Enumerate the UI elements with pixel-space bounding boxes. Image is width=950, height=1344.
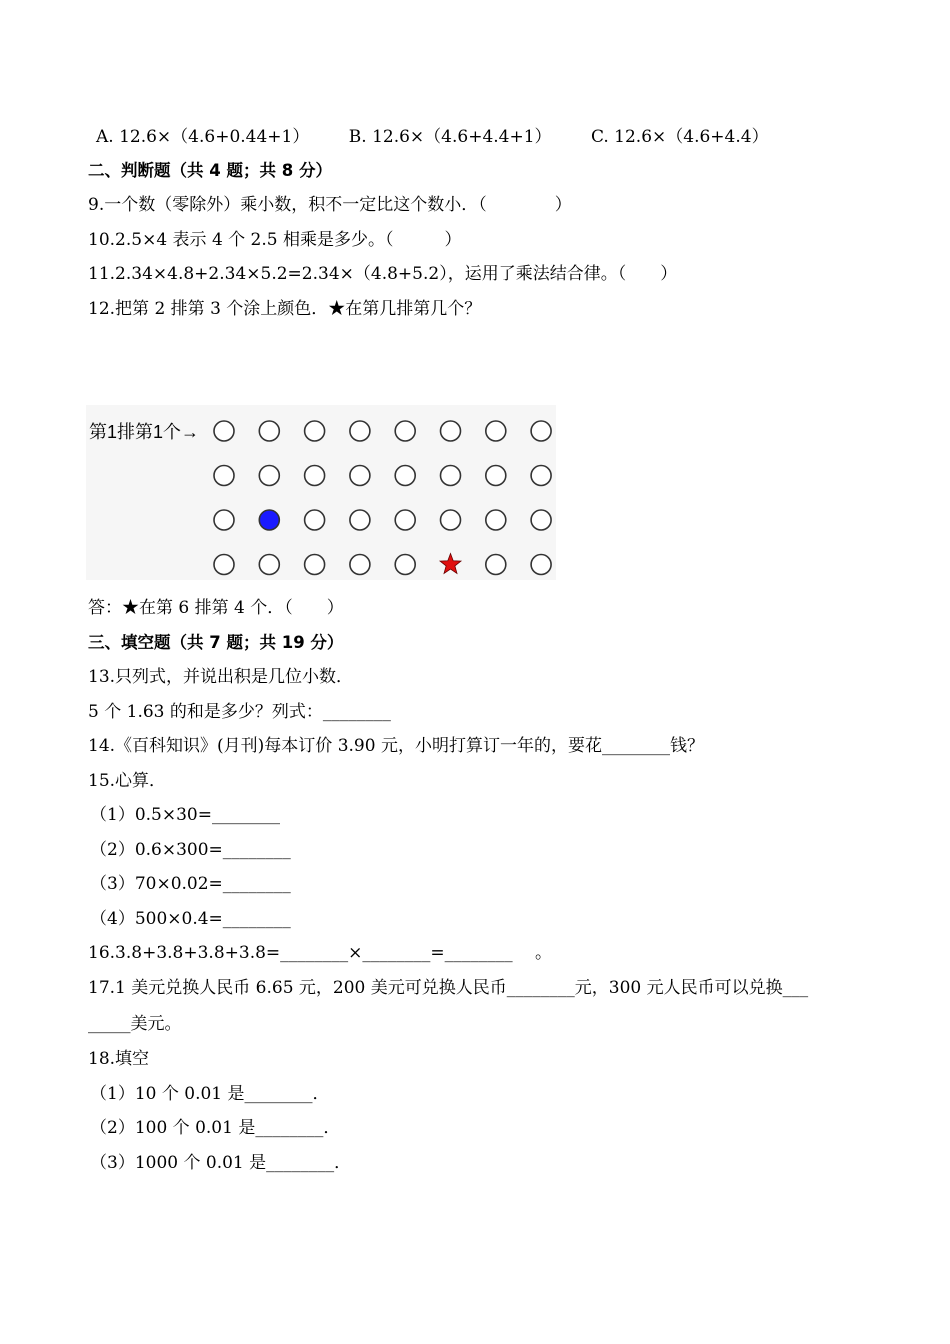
question-17-line-1: 17.1 美元兑换人民币 6.65 元，200 美元可兑换人民币________元，300 元人民币可以兑换___ (88, 978, 809, 998)
seat-circle (395, 421, 415, 441)
seat-circle (531, 510, 551, 530)
seat-circle (531, 421, 551, 441)
seat-circle (486, 510, 506, 530)
q15-item-3: （3）70×0.02=________ (90, 874, 291, 894)
q15-item-4: （4）500×0.4=________ (90, 909, 291, 929)
seat-circle (305, 510, 325, 530)
question-11: 11.2.34×4.8+2.34×5.2=2.34×（4.8+5.2），运用了乘法结合律。（ ） (88, 264, 678, 284)
seat-circle (441, 421, 461, 441)
seat-circle (305, 555, 325, 575)
question-18: 18.填空 (88, 1049, 150, 1069)
seat-circle (486, 466, 506, 486)
section2-title: 二、判断题（共 4 题；共 8 分） (88, 161, 332, 180)
q18-item-2: （2）100 个 0.01 是________． (90, 1118, 341, 1138)
question-12: 12.把第 2 排第 3 个涂上颜色．★在第几排第几个？ (88, 299, 482, 319)
seat-circle (441, 510, 461, 530)
seat-grid-svg (86, 405, 556, 580)
seat-circle (305, 421, 325, 441)
seat-circle (214, 555, 234, 575)
question-16: 16.3.8+3.8+3.8+3.8=________×________=________ 。 (88, 943, 553, 963)
seat-circle (395, 555, 415, 575)
seat-circle (531, 555, 551, 575)
seat-grid-figure (86, 405, 556, 580)
seat-circle (214, 421, 234, 441)
seat-circle (214, 466, 234, 486)
question-12-answer: 答：★在第 6 排第 4 个．（ ） (88, 598, 344, 618)
option-a[interactable]: A. 12.6×（4.6+0.44+1） (96, 127, 310, 147)
q15-item-1: （1）0.5×30=________ (90, 805, 280, 825)
question-10: 10.2.5×4 表示 4 个 2.5 相乘是多少。（ ） (88, 230, 462, 250)
seat-circle (441, 466, 461, 486)
seat-circle (395, 466, 415, 486)
q18-item-1: （1）10 个 0.01 是________． (90, 1084, 330, 1104)
question-15: 15.心算． (88, 771, 167, 791)
seat-circle (395, 510, 415, 530)
seat-circle (486, 421, 506, 441)
seat-circle (486, 555, 506, 575)
question-9: 9.一个数（零除外）乘小数，积不一定比这个数小．（ ） (88, 195, 572, 215)
question-14: 14.《百科知识》(月刊)每本订价 3.90 元，小明打算订一年的，要花________钱？ (88, 736, 704, 756)
seat-circle (350, 555, 370, 575)
q8-options (96, 125, 803, 149)
q15-item-2: （2）0.6×300=________ (90, 840, 291, 860)
section3-title: 三、填空题（共 7 题；共 19 分） (88, 633, 344, 652)
seat-circle (214, 510, 234, 530)
seat-circle (259, 555, 279, 575)
seat-circle (531, 466, 551, 486)
seat-circle (259, 421, 279, 441)
question-13: 13.只列式，并说出积是几位小数． (88, 667, 354, 687)
seat-circle (259, 466, 279, 486)
seat-circle (350, 466, 370, 486)
seat-circle (350, 421, 370, 441)
seat-circle (350, 510, 370, 530)
question-13-sub: 5 个 1.63 的和是多少？列式：________ (88, 702, 391, 722)
option-c[interactable]: C. 12.6×（4.6+4.4） (590, 127, 769, 147)
q18-item-3: （3）1000 个 0.01 是________． (90, 1153, 352, 1173)
star-mark (440, 554, 461, 574)
colored-seat-circle (259, 510, 279, 530)
row-label: 第1排第1个→ (89, 422, 200, 442)
seat-circle (305, 466, 325, 486)
question-17-line-2: _____美元。 (88, 1014, 182, 1034)
option-b[interactable]: B. 12.6×（4.6+4.4+1） (348, 127, 552, 147)
